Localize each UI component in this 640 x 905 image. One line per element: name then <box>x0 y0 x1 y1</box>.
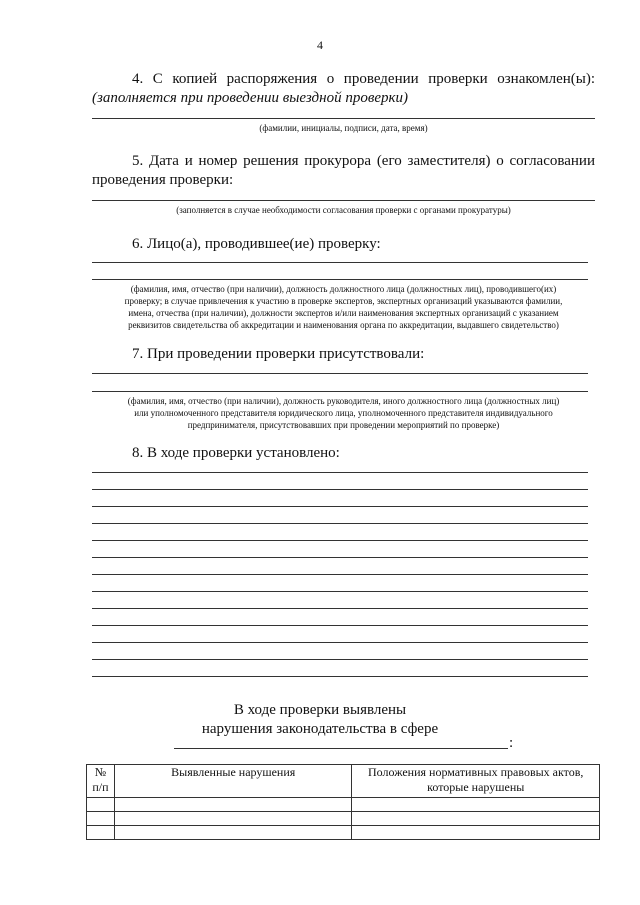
section-6-caption-line: реквизитов свидетельства об аккредитации и наименования органа по аккредитации, выдавшего свидетельство) <box>128 320 559 330</box>
section-8-fill-line[interactable] <box>92 574 588 575</box>
table-cell[interactable] <box>114 826 352 840</box>
section-6-fill-line-1[interactable] <box>92 262 588 263</box>
table-cell[interactable] <box>352 798 600 812</box>
section-8-fill-line[interactable] <box>92 608 588 609</box>
table-cell[interactable] <box>87 812 115 826</box>
section-8-fill-line[interactable] <box>92 625 588 626</box>
section-7-caption-line: (фамилия, имя, отчество (при наличии), должность руководителя, иного должностного лица (должностных лиц) <box>127 396 560 406</box>
section-6-title: 6. Лицо(а), проводившее(ие) проверку: <box>132 236 381 252</box>
section-8-fill-line[interactable] <box>92 642 588 643</box>
table-row <box>87 798 600 812</box>
section-6-fill-line-2[interactable] <box>92 279 588 280</box>
section-4-fill-line[interactable] <box>92 118 595 119</box>
violations-heading-line-1: В ходе проверки выявлены <box>233 702 407 718</box>
section-8-fill-line[interactable] <box>92 676 588 677</box>
section-4-note: (заполняется при проведении выездной проверки) <box>92 90 409 106</box>
section-5-fill-line[interactable] <box>92 200 595 201</box>
section-4-title: 4. С копией распоряжения о проведении проверки ознакомлен(ы): <box>132 71 595 87</box>
violations-colon: : <box>509 735 514 751</box>
table-cell[interactable] <box>352 812 600 826</box>
section-8-fill-line[interactable] <box>92 659 588 660</box>
col-header-violations: Выявленные нарушения <box>114 765 352 798</box>
violations-heading-line-2: нарушения законодательства в сфере <box>201 721 439 737</box>
section-8-fill-line[interactable] <box>92 591 588 592</box>
section-6-caption-line: (фамилия, имя, отчество (при наличии), должность должностного лица (должностных лиц), проводившего(их) <box>130 284 557 294</box>
table-header-row <box>87 765 600 798</box>
section-6-caption-line: имена, отчества (при наличии), должности экспертов и/или наименования экспертных организаций с указанием <box>128 308 559 318</box>
section-6-caption <box>92 283 595 331</box>
section-7-caption <box>92 395 595 431</box>
section-5-caption: (заполняется в случае необходимости согласования проверки с органами прокуратуры) <box>176 205 511 215</box>
section-7-caption-line: или уполномоченного представителя юридического лица, уполномоченного представителя индивидуального <box>134 408 553 418</box>
section-8-fill-line[interactable] <box>92 489 588 490</box>
section-5-title-line-1: 5. Дата и номер решения прокурора (его заместителя) о согласовании <box>132 153 595 169</box>
section-7-caption-line: предпринимателя, присутствовавших при проведении мероприятий по проверке) <box>187 420 500 430</box>
section-8-fill-line[interactable] <box>92 472 588 473</box>
section-5-title-line-2: проведения проверки: <box>92 172 234 188</box>
violations-table <box>86 764 600 840</box>
section-8-fill-line[interactable] <box>92 523 588 524</box>
table-cell[interactable] <box>114 798 352 812</box>
table-cell[interactable] <box>352 826 600 840</box>
section-7-title: 7. При проведении проверки присутствовали: <box>132 346 425 362</box>
section-8-title: 8. В ходе проверки установлено: <box>132 445 340 461</box>
table-cell[interactable] <box>87 826 115 840</box>
section-8-fill-line[interactable] <box>92 540 588 541</box>
section-6-caption-line: проверку; в случае привлечения к участию в проверке экспертов, экспертных организаций указываются фамилии, <box>124 296 563 306</box>
table-cell[interactable] <box>114 812 352 826</box>
col-header-legal-acts: Положения нормативных правовых актов, которые нарушены <box>352 765 600 798</box>
violations-sphere-fill-line[interactable] <box>174 748 508 749</box>
col-header-number: № п/п <box>87 765 115 798</box>
table-row <box>87 826 600 840</box>
section-7-fill-line-1[interactable] <box>92 373 588 374</box>
section-7-fill-line-2[interactable] <box>92 391 588 392</box>
table-row <box>87 812 600 826</box>
section-4-caption: (фамилии, инициалы, подписи, дата, время) <box>259 123 428 133</box>
page-number: 4 <box>317 38 323 52</box>
table-cell[interactable] <box>87 798 115 812</box>
section-8-fill-line[interactable] <box>92 506 588 507</box>
section-8-fill-line[interactable] <box>92 557 588 558</box>
